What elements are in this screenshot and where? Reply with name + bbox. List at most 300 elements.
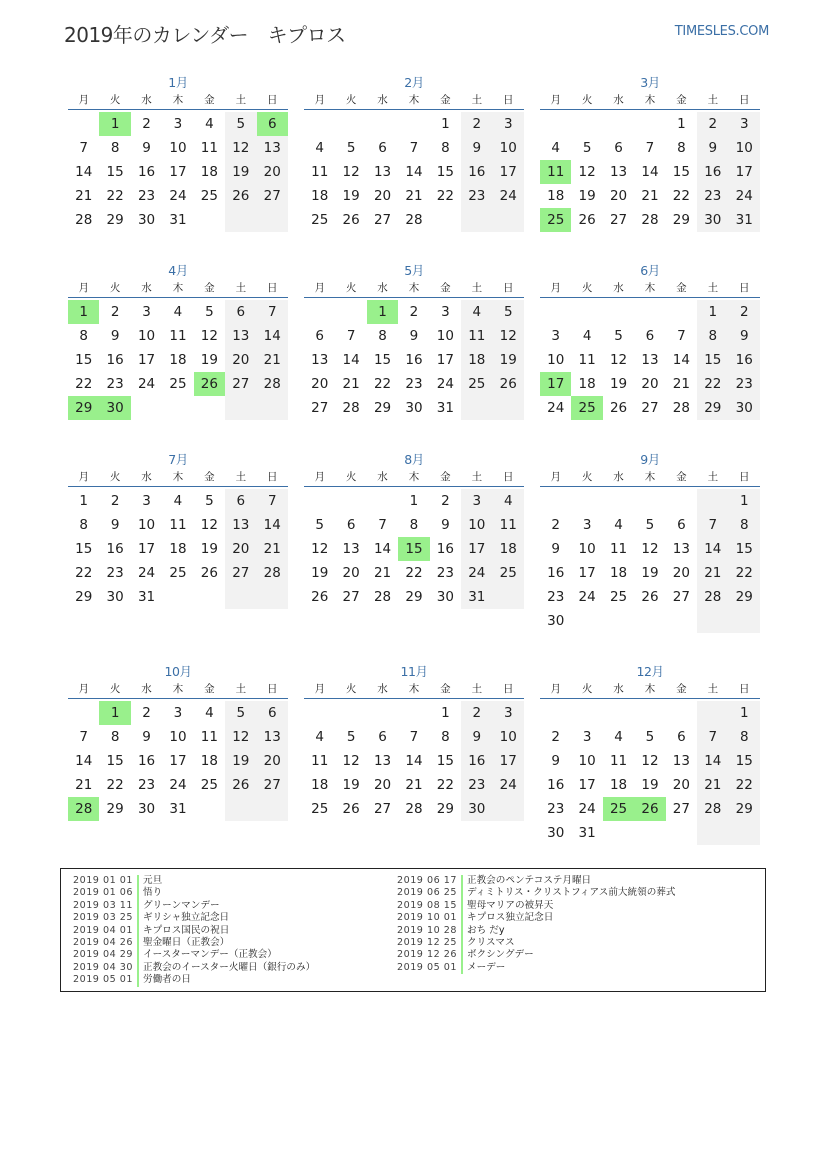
holiday-day-cell: 29 bbox=[68, 396, 99, 420]
day-cell: 6 bbox=[645, 328, 655, 344]
empty-day-cell bbox=[461, 208, 492, 232]
day-cell: 30 bbox=[106, 589, 124, 605]
weekend-day-cell: 14 bbox=[257, 324, 288, 348]
day-cell: 1 bbox=[409, 493, 419, 509]
day-cell: 9 bbox=[142, 729, 151, 745]
day-cell: 27 bbox=[609, 212, 628, 228]
week-row bbox=[304, 725, 524, 749]
weekday-label: 金 bbox=[676, 282, 687, 294]
day-cell: 23 bbox=[405, 376, 423, 392]
day-cell: 23 bbox=[106, 565, 124, 581]
week-row bbox=[304, 489, 524, 513]
empty-day-cell bbox=[225, 396, 256, 420]
holiday-item bbox=[73, 900, 315, 912]
empty-day-cell bbox=[430, 208, 461, 232]
day-cell: 22 bbox=[106, 777, 124, 793]
weekday-label: 日 bbox=[502, 94, 514, 106]
weekday-header bbox=[304, 469, 524, 487]
holiday-day-cell: 25 bbox=[603, 797, 634, 821]
empty-day-cell bbox=[162, 585, 193, 609]
day-cell: 18 bbox=[609, 777, 628, 793]
weekday-label: 水 bbox=[141, 471, 152, 483]
weekday-label: 土 bbox=[707, 683, 719, 695]
day-cell: 16 bbox=[106, 541, 124, 557]
weekend-day-cell: 3 bbox=[493, 701, 524, 725]
weekend-day-cell: 10 bbox=[493, 725, 524, 749]
weekend-day-cell: 28 bbox=[697, 585, 728, 609]
week-row bbox=[68, 797, 288, 821]
empty-day-cell bbox=[367, 489, 398, 513]
weekday-header bbox=[540, 681, 760, 699]
day-cell: 19 bbox=[609, 376, 628, 392]
week-row bbox=[304, 396, 524, 420]
day-cell: 29 bbox=[106, 801, 124, 817]
day-cell: 7 bbox=[346, 328, 356, 344]
empty-day-cell bbox=[729, 821, 760, 845]
weekday-label: 月 bbox=[550, 683, 561, 695]
weekend-day-cell: 17 bbox=[493, 749, 524, 773]
weekend-day-cell: 3 bbox=[493, 112, 524, 136]
week-row bbox=[68, 136, 288, 160]
holiday-day-cell: 1 bbox=[99, 701, 130, 725]
weekday-header bbox=[68, 681, 288, 699]
day-cell: 24 bbox=[137, 376, 156, 392]
day-cell: 28 bbox=[373, 589, 392, 605]
weekend-day-cell: 12 bbox=[493, 324, 524, 348]
empty-day-cell bbox=[398, 112, 429, 136]
month-name: 9月 bbox=[640, 452, 660, 467]
week-row bbox=[304, 136, 524, 160]
day-cell: 6 bbox=[315, 328, 324, 344]
empty-day-cell bbox=[603, 701, 634, 725]
weekday-label: 月 bbox=[314, 683, 325, 695]
week-row bbox=[540, 112, 760, 136]
holiday-day-cell: 15 bbox=[398, 537, 429, 561]
month-days bbox=[304, 110, 524, 232]
day-cell: 14 bbox=[373, 541, 392, 557]
month-days bbox=[304, 487, 524, 609]
weekend-day-cell: 21 bbox=[697, 561, 728, 585]
weekend-day-cell: 26 bbox=[225, 184, 256, 208]
weekday-label: 木 bbox=[172, 94, 184, 106]
weekend-day-cell: 30 bbox=[461, 797, 492, 821]
month-days bbox=[540, 110, 760, 232]
week-row bbox=[540, 749, 760, 773]
day-cell: 18 bbox=[578, 376, 596, 392]
day-cell: 29 bbox=[373, 400, 392, 416]
weekday-label: 木 bbox=[172, 282, 184, 294]
day-cell: 4 bbox=[205, 116, 214, 132]
weekend-day-cell: 4 bbox=[461, 300, 492, 324]
brand-logo-text: TIMESLES.COM bbox=[674, 24, 769, 39]
empty-day-cell bbox=[603, 112, 634, 136]
day-cell: 7 bbox=[409, 729, 419, 745]
day-cell: 7 bbox=[677, 328, 686, 344]
weekend-day-cell: 20 bbox=[225, 537, 256, 561]
weekend-day-cell: 30 bbox=[729, 396, 760, 420]
weekday-label: 木 bbox=[408, 471, 420, 483]
month-name: 10月 bbox=[164, 664, 192, 679]
day-cell: 17 bbox=[436, 352, 454, 368]
day-cell: 23 bbox=[106, 376, 124, 392]
day-cell: 27 bbox=[641, 400, 659, 416]
month-days bbox=[68, 699, 288, 821]
day-cell: 17 bbox=[169, 753, 187, 769]
day-cell: 10 bbox=[137, 328, 156, 344]
weekend-day-cell: 7 bbox=[257, 300, 288, 324]
day-cell: 24 bbox=[137, 565, 156, 581]
day-cell: 30 bbox=[137, 212, 156, 228]
day-cell: 20 bbox=[641, 376, 659, 392]
day-cell: 8 bbox=[378, 328, 387, 344]
empty-day-cell bbox=[194, 585, 225, 609]
day-cell: 14 bbox=[405, 753, 423, 769]
day-cell: 7 bbox=[645, 140, 655, 156]
weekday-label: 水 bbox=[613, 94, 624, 106]
day-cell: 14 bbox=[672, 352, 690, 368]
day-cell: 29 bbox=[405, 589, 423, 605]
weekend-day-cell: 1 bbox=[697, 300, 728, 324]
day-cell: 19 bbox=[200, 541, 218, 557]
week-row bbox=[540, 773, 760, 797]
empty-day-cell bbox=[225, 585, 256, 609]
empty-day-cell bbox=[540, 701, 571, 725]
month-name: 2月 bbox=[404, 75, 424, 90]
weekend-day-cell: 16 bbox=[697, 160, 728, 184]
day-cell: 10 bbox=[547, 352, 565, 368]
page-title: 2019年のカレンダー キプロス bbox=[64, 23, 346, 47]
empty-day-cell bbox=[162, 396, 193, 420]
day-cell: 8 bbox=[409, 517, 419, 533]
week-row bbox=[304, 208, 524, 232]
month-name: 3月 bbox=[640, 75, 660, 90]
day-cell: 27 bbox=[373, 801, 392, 817]
day-cell: 21 bbox=[405, 188, 423, 204]
day-cell: 24 bbox=[169, 777, 187, 793]
week-row bbox=[304, 372, 524, 396]
weekend-day-cell: 23 bbox=[729, 372, 760, 396]
empty-day-cell bbox=[493, 585, 524, 609]
empty-day-cell bbox=[540, 300, 571, 324]
day-cell: 13 bbox=[641, 352, 659, 368]
weekday-label: 火 bbox=[109, 683, 121, 695]
month-calendar bbox=[540, 262, 760, 420]
day-cell: 21 bbox=[405, 777, 423, 793]
day-cell: 5 bbox=[315, 517, 324, 533]
empty-day-cell bbox=[571, 489, 602, 513]
day-cell: 13 bbox=[342, 541, 360, 557]
weekend-day-cell: 9 bbox=[461, 725, 492, 749]
day-cell: 2 bbox=[551, 517, 560, 533]
day-cell: 22 bbox=[75, 376, 93, 392]
day-cell: 19 bbox=[200, 352, 218, 368]
holiday-list bbox=[60, 868, 766, 992]
day-cell: 2 bbox=[110, 304, 120, 320]
holiday-item bbox=[397, 937, 675, 949]
month-name: 8月 bbox=[404, 452, 424, 467]
weekend-day-cell: 24 bbox=[493, 773, 524, 797]
day-cell: 5 bbox=[614, 328, 623, 344]
day-cell: 9 bbox=[441, 517, 450, 533]
empty-day-cell bbox=[257, 208, 288, 232]
day-cell: 23 bbox=[547, 801, 565, 817]
weekend-day-cell: 16 bbox=[729, 348, 760, 372]
month-name: 12月 bbox=[636, 664, 664, 679]
empty-day-cell bbox=[493, 797, 524, 821]
weekday-header bbox=[68, 92, 288, 110]
week-row bbox=[68, 300, 288, 324]
day-cell: 3 bbox=[582, 517, 592, 533]
weekday-label: 木 bbox=[644, 471, 656, 483]
empty-day-cell bbox=[335, 112, 366, 136]
week-row bbox=[304, 184, 524, 208]
day-cell: 19 bbox=[641, 777, 659, 793]
month-days bbox=[68, 110, 288, 232]
day-cell: 18 bbox=[609, 565, 628, 581]
holiday-day-cell: 26 bbox=[634, 797, 665, 821]
holiday-day-cell: 1 bbox=[367, 300, 398, 324]
weekday-label: 火 bbox=[581, 683, 593, 695]
month-name: 5月 bbox=[404, 263, 424, 278]
day-cell: 27 bbox=[672, 589, 690, 605]
empty-day-cell bbox=[571, 300, 602, 324]
holiday-name: 正教会のペンテコステ月曜日 bbox=[467, 875, 592, 886]
weekday-label: 金 bbox=[676, 94, 687, 106]
day-cell: 9 bbox=[551, 541, 560, 557]
day-cell: 10 bbox=[436, 328, 454, 344]
weekend-day-cell: 31 bbox=[461, 585, 492, 609]
day-cell: 8 bbox=[110, 140, 120, 156]
week-row bbox=[68, 112, 288, 136]
empty-day-cell bbox=[131, 396, 162, 420]
weekend-day-cell: 16 bbox=[461, 160, 492, 184]
day-cell: 10 bbox=[137, 517, 156, 533]
weekday-label: 火 bbox=[345, 683, 357, 695]
day-cell: 22 bbox=[436, 188, 454, 204]
weekday-label: 土 bbox=[471, 282, 483, 294]
holiday-date: 2019 04 26 bbox=[73, 937, 139, 949]
weekday-label: 金 bbox=[440, 683, 451, 695]
day-cell: 31 bbox=[169, 212, 187, 228]
month-name: 4月 bbox=[168, 263, 188, 278]
day-cell: 20 bbox=[342, 565, 360, 581]
month-days bbox=[540, 487, 760, 633]
week-row bbox=[540, 513, 760, 537]
weekday-label: 木 bbox=[408, 94, 420, 106]
weekend-day-cell: 15 bbox=[729, 749, 760, 773]
week-row bbox=[540, 300, 760, 324]
weekday-label: 日 bbox=[266, 94, 278, 106]
empty-day-cell bbox=[257, 797, 288, 821]
day-cell: 18 bbox=[547, 188, 565, 204]
week-row bbox=[68, 396, 288, 420]
empty-day-cell bbox=[493, 396, 524, 420]
weekend-day-cell: 29 bbox=[697, 396, 728, 420]
month-calendar bbox=[304, 451, 524, 609]
day-cell: 27 bbox=[373, 212, 392, 228]
day-cell: 25 bbox=[169, 376, 187, 392]
day-cell: 31 bbox=[137, 589, 156, 605]
day-cell: 8 bbox=[441, 140, 450, 156]
weekend-day-cell: 26 bbox=[493, 372, 524, 396]
empty-day-cell bbox=[194, 208, 225, 232]
day-cell: 13 bbox=[609, 164, 628, 180]
day-cell: 15 bbox=[75, 541, 93, 557]
holiday-item bbox=[397, 925, 675, 937]
day-cell: 31 bbox=[578, 825, 596, 841]
week-row bbox=[68, 701, 288, 725]
holiday-date: 2019 01 01 bbox=[73, 875, 139, 887]
day-cell: 7 bbox=[409, 140, 419, 156]
day-cell: 30 bbox=[405, 400, 423, 416]
holiday-item bbox=[397, 949, 675, 961]
day-cell: 15 bbox=[75, 352, 93, 368]
weekend-day-cell: 20 bbox=[257, 160, 288, 184]
day-cell: 6 bbox=[378, 729, 387, 745]
weekend-day-cell: 13 bbox=[225, 513, 256, 537]
week-row bbox=[304, 513, 524, 537]
day-cell: 20 bbox=[672, 565, 690, 581]
week-row bbox=[540, 348, 760, 372]
weekend-day-cell: 13 bbox=[257, 136, 288, 160]
holiday-date: 2019 04 29 bbox=[73, 949, 139, 961]
weekend-day-cell: 18 bbox=[493, 537, 524, 561]
weekend-day-cell: 22 bbox=[729, 773, 760, 797]
holiday-name: キプロス独立記念日 bbox=[467, 912, 554, 924]
day-cell: 18 bbox=[169, 541, 187, 557]
weekday-label: 水 bbox=[141, 282, 152, 294]
empty-day-cell bbox=[603, 821, 634, 845]
day-cell: 25 bbox=[609, 589, 628, 605]
day-cell: 31 bbox=[436, 400, 454, 416]
day-cell: 23 bbox=[436, 565, 454, 581]
day-cell: 25 bbox=[311, 212, 329, 228]
weekend-day-cell: 11 bbox=[493, 513, 524, 537]
day-cell: 12 bbox=[609, 352, 628, 368]
holiday-item bbox=[397, 962, 675, 974]
weekday-label: 木 bbox=[644, 94, 656, 106]
day-cell: 7 bbox=[79, 729, 88, 745]
holiday-name: 聖母マリアの被昇天 bbox=[467, 899, 554, 911]
holiday-list-left-column bbox=[73, 875, 315, 987]
weekday-label: 土 bbox=[235, 94, 247, 106]
empty-day-cell bbox=[666, 609, 697, 633]
empty-day-cell bbox=[257, 396, 288, 420]
day-cell: 19 bbox=[641, 565, 659, 581]
weekday-label: 金 bbox=[676, 683, 687, 695]
day-cell: 25 bbox=[169, 565, 187, 581]
week-row bbox=[68, 537, 288, 561]
empty-day-cell bbox=[225, 797, 256, 821]
empty-day-cell bbox=[729, 609, 760, 633]
month-days bbox=[68, 487, 288, 609]
weekend-day-cell: 9 bbox=[461, 136, 492, 160]
holiday-item bbox=[397, 875, 675, 887]
day-cell: 11 bbox=[200, 729, 218, 745]
day-cell: 15 bbox=[436, 164, 454, 180]
month-calendar bbox=[68, 663, 288, 821]
day-cell: 24 bbox=[578, 589, 596, 605]
weekend-day-cell: 23 bbox=[461, 773, 492, 797]
day-cell: 3 bbox=[441, 304, 450, 320]
week-row bbox=[540, 136, 760, 160]
holiday-name: クリスマス bbox=[467, 936, 515, 948]
day-cell: 5 bbox=[205, 304, 214, 320]
holiday-date: 2019 12 25 bbox=[397, 937, 463, 949]
day-cell: 21 bbox=[373, 565, 392, 581]
empty-day-cell bbox=[335, 701, 366, 725]
weekend-day-cell: 5 bbox=[225, 112, 256, 136]
day-cell: 14 bbox=[641, 164, 659, 180]
day-cell: 21 bbox=[75, 777, 93, 793]
day-cell: 30 bbox=[137, 801, 156, 817]
day-cell: 20 bbox=[373, 188, 392, 204]
empty-day-cell bbox=[634, 821, 665, 845]
empty-day-cell bbox=[304, 489, 335, 513]
day-cell: 2 bbox=[110, 493, 120, 509]
weekend-day-cell: 15 bbox=[697, 348, 728, 372]
week-row bbox=[540, 396, 760, 420]
weekday-label: 日 bbox=[502, 282, 514, 294]
weekend-day-cell: 5 bbox=[493, 300, 524, 324]
day-cell: 1 bbox=[441, 116, 450, 132]
week-row bbox=[68, 184, 288, 208]
day-cell: 13 bbox=[311, 352, 329, 368]
day-cell: 16 bbox=[137, 164, 156, 180]
day-cell: 28 bbox=[75, 212, 93, 228]
day-cell: 9 bbox=[409, 328, 419, 344]
empty-day-cell bbox=[603, 300, 634, 324]
week-row bbox=[304, 348, 524, 372]
holiday-date: 2019 10 01 bbox=[397, 912, 463, 924]
day-cell: 4 bbox=[205, 705, 214, 721]
weekend-day-cell: 25 bbox=[493, 561, 524, 585]
week-row bbox=[540, 561, 760, 585]
weekday-label: 月 bbox=[550, 282, 561, 294]
day-cell: 21 bbox=[641, 188, 659, 204]
day-cell: 11 bbox=[578, 352, 596, 368]
weekend-day-cell: 27 bbox=[257, 184, 288, 208]
weekend-day-cell: 2 bbox=[461, 112, 492, 136]
holiday-name: 聖金曜日（正教会） bbox=[143, 936, 230, 948]
holiday-name: 元旦 bbox=[143, 875, 163, 886]
week-row bbox=[540, 701, 760, 725]
day-cell: 15 bbox=[436, 753, 454, 769]
weekend-day-cell: 9 bbox=[697, 136, 728, 160]
weekend-day-cell: 3 bbox=[461, 489, 492, 513]
day-cell: 13 bbox=[672, 753, 690, 769]
day-cell: 29 bbox=[106, 212, 124, 228]
month-calendar bbox=[68, 262, 288, 420]
day-cell: 22 bbox=[405, 565, 423, 581]
empty-day-cell bbox=[634, 112, 665, 136]
day-cell: 8 bbox=[441, 729, 450, 745]
day-cell: 27 bbox=[672, 801, 690, 817]
weekday-label: 水 bbox=[377, 471, 388, 483]
empty-day-cell bbox=[666, 701, 697, 725]
weekend-day-cell: 10 bbox=[493, 136, 524, 160]
day-cell: 3 bbox=[173, 705, 183, 721]
day-cell: 25 bbox=[200, 188, 218, 204]
weekday-label: 水 bbox=[613, 282, 624, 294]
holiday-name: おち だy bbox=[467, 924, 505, 936]
empty-day-cell bbox=[634, 300, 665, 324]
weekday-label: 火 bbox=[345, 94, 357, 106]
weekday-label: 火 bbox=[345, 471, 357, 483]
holiday-item bbox=[73, 962, 315, 974]
day-cell: 2 bbox=[142, 116, 151, 132]
weekend-day-cell: 31 bbox=[729, 208, 760, 232]
